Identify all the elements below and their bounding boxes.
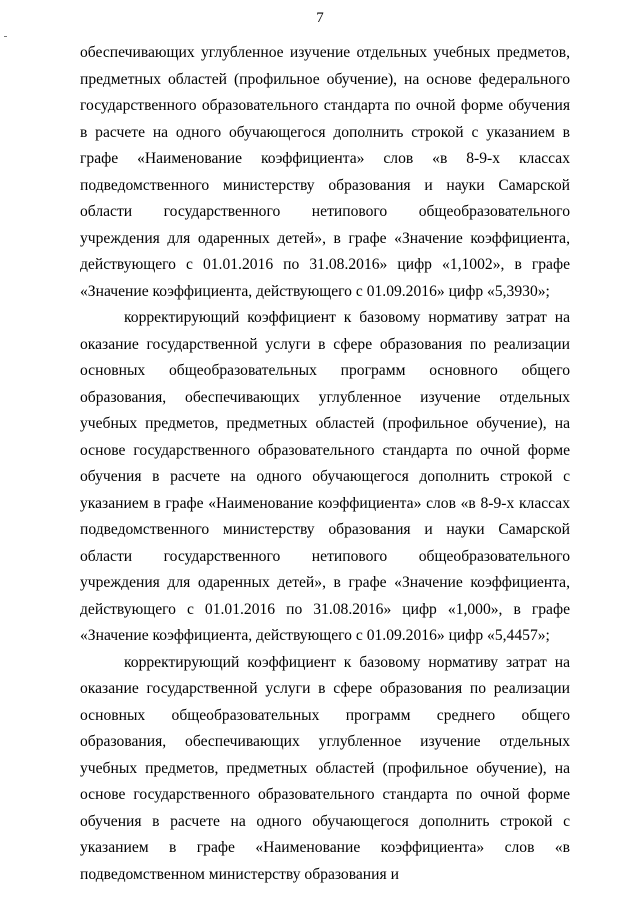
document-body <box>80 40 570 888</box>
paragraph-1-continued: обеспечивающих углубленное изучение отдельных учебных предметов, предметных областей (профильное обучение), на основе федерального государственного образовательного стандарта по очной форме обучения в расчете на одного обучающегося дополнить строкой с указанием в графе «Наименование коэффициента» слов «в 8-9-х классах подведомственного министерству образования и науки Самарской области государственного нетипового общеобразовательного учреждения для одаренных детей», в графе «Значение коэффициента, действующего с 01.01.2016 по 31.08.2016» цифр «1,1002», в графе «Значение коэффициента, действующего с 01.09.2016» цифр «5,3930»; <box>80 44 570 300</box>
paragraph-3: корректирующий коэффициент к базовому нормативу затрат на оказание государственной услуги в сфере образования по реализации основных общеобразовательных программ среднего общего образования, обеспечивающих углубленное изучение отдельных учебных предметов, предметных областей (профильное обучение), на основе государственного образовательного стандарта по очной форме обучения в расчете на одного обучающегося дополнить строкой с указанием в графе «Наименование коэффициента» слов «в подведомственном министерству образования и <box>80 653 570 883</box>
paragraph-2: корректирующий коэффициент к базовому нормативу затрат на оказание государственной услуги в сфере образования по реализации основных общеобразовательных программ основного общего образования, обеспечивающих углубленное изучение отдельных учебных предметов, предметных областей (профильное обучение), на основе государственного образовательного стандарта по очной форме обучения в расчете на одного обучающегося дополнить строкой с указанием в графе «Наименование коэффициента» слов «в 8-9-х классах подведомственного министерству образования и науки Самарской области государственного нетипового общеобразовательного учреждения для одаренных детей», в графе «Значение коэффициента, действующего с 01.01.2016 по 31.08.2016» цифр «1,000», в графе «Значение коэффициента, действующего с 01.09.2016» цифр «5,4457»; <box>80 309 570 644</box>
scan-mark <box>4 36 7 37</box>
page-number: 7 <box>316 10 324 26</box>
